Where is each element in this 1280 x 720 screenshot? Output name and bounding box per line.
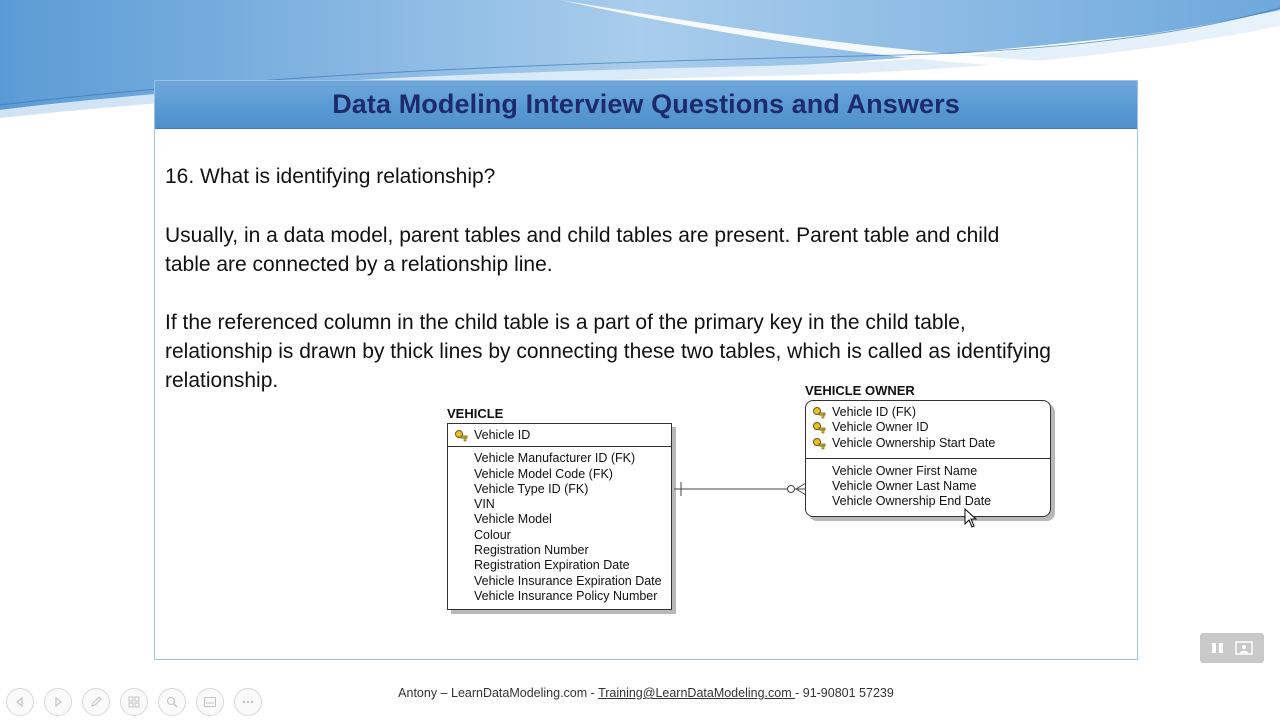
- key-column-name: Vehicle Owner ID: [832, 420, 929, 435]
- attribute-row: Vehicle Model Code (FK): [474, 466, 613, 481]
- paragraph-line: Usually, in a data model, parent tables and child tables are present. Parent table and child: [165, 224, 1000, 247]
- attribute-row: Vehicle Insurance Expiration Date: [474, 573, 662, 588]
- paragraph-line: relationship is drawn by thick lines by connecting these two tables, which is called as identifying: [165, 340, 1051, 363]
- key-icon: [812, 406, 826, 419]
- footer-phone: - 91-90801 57239: [795, 686, 894, 700]
- vehicle-attribute-section: [448, 447, 671, 608]
- attribute-row: Vehicle Owner First Name: [832, 463, 978, 478]
- slide-title: Data Modeling Interview Questions and Answers: [332, 89, 960, 119]
- key-icon: [812, 421, 826, 434]
- vehicle-owner-attribute-section: [806, 459, 1050, 515]
- attribute-row: Vehicle Type ID (FK): [474, 481, 589, 496]
- key-column-row: [806, 436, 1050, 451]
- attribute-row: Vehicle Ownership End Date: [832, 494, 992, 509]
- key-column-name: Vehicle Ownership Start Date: [832, 435, 996, 450]
- paragraph-line: If the referenced column in the child table is a part of the primary key in the child table,: [165, 311, 966, 334]
- footer: [0, 686, 1280, 700]
- attribute-row: Colour: [474, 527, 511, 542]
- attribute-row: Vehicle Insurance Policy Number: [474, 588, 658, 603]
- vehicle-key-section: [448, 424, 671, 447]
- more-icon: [242, 700, 254, 704]
- paragraph-line: relationship.: [165, 369, 279, 392]
- pause-icon[interactable]: [1211, 642, 1225, 654]
- vehicle-owner-entity: [805, 400, 1051, 517]
- attribute-row: Vehicle Model: [474, 512, 552, 527]
- optional-marker: [788, 486, 795, 493]
- paragraph-parent-child: [165, 221, 1135, 279]
- attribute-row: VIN: [474, 497, 495, 512]
- key-icon: [812, 437, 826, 450]
- key-icon: [454, 429, 468, 442]
- key-column-row: [806, 405, 1050, 420]
- presenter-icon[interactable]: [1235, 641, 1253, 655]
- footer-author: Antony – LearnDataModeling.com -: [398, 686, 599, 700]
- footer-email-link[interactable]: Training@LearnDataModeling.com: [598, 686, 796, 700]
- key-column-name: Vehicle ID (FK): [832, 405, 917, 419]
- video-overlay-controls[interactable]: [1200, 633, 1264, 663]
- vehicle-entity-name: VEHICLE: [447, 406, 504, 421]
- question-text: 16. What is identifying relationship?: [165, 165, 496, 188]
- vehicle-entity: [447, 423, 672, 610]
- attribute-row: Vehicle Owner Last Name: [832, 479, 977, 494]
- vehicle-owner-entity-name: VEHICLE OWNER: [805, 383, 915, 398]
- key-column-name: Vehicle ID: [474, 428, 531, 442]
- attribute-row: Registration Expiration Date: [474, 558, 630, 573]
- mouse-cursor-icon: [964, 508, 978, 528]
- attribute-row: Vehicle Manufacturer ID (FK): [474, 451, 636, 466]
- relationship-line: [672, 478, 808, 500]
- paragraph-line: table are connected by a relationship line.: [165, 253, 553, 276]
- title-bar: [155, 81, 1137, 129]
- paragraph-identifying: [165, 308, 1135, 395]
- key-column-row: [806, 420, 1050, 435]
- key-column-row: [448, 428, 671, 443]
- vehicle-owner-key-section: [806, 401, 1050, 459]
- attribute-row: Registration Number: [474, 543, 589, 558]
